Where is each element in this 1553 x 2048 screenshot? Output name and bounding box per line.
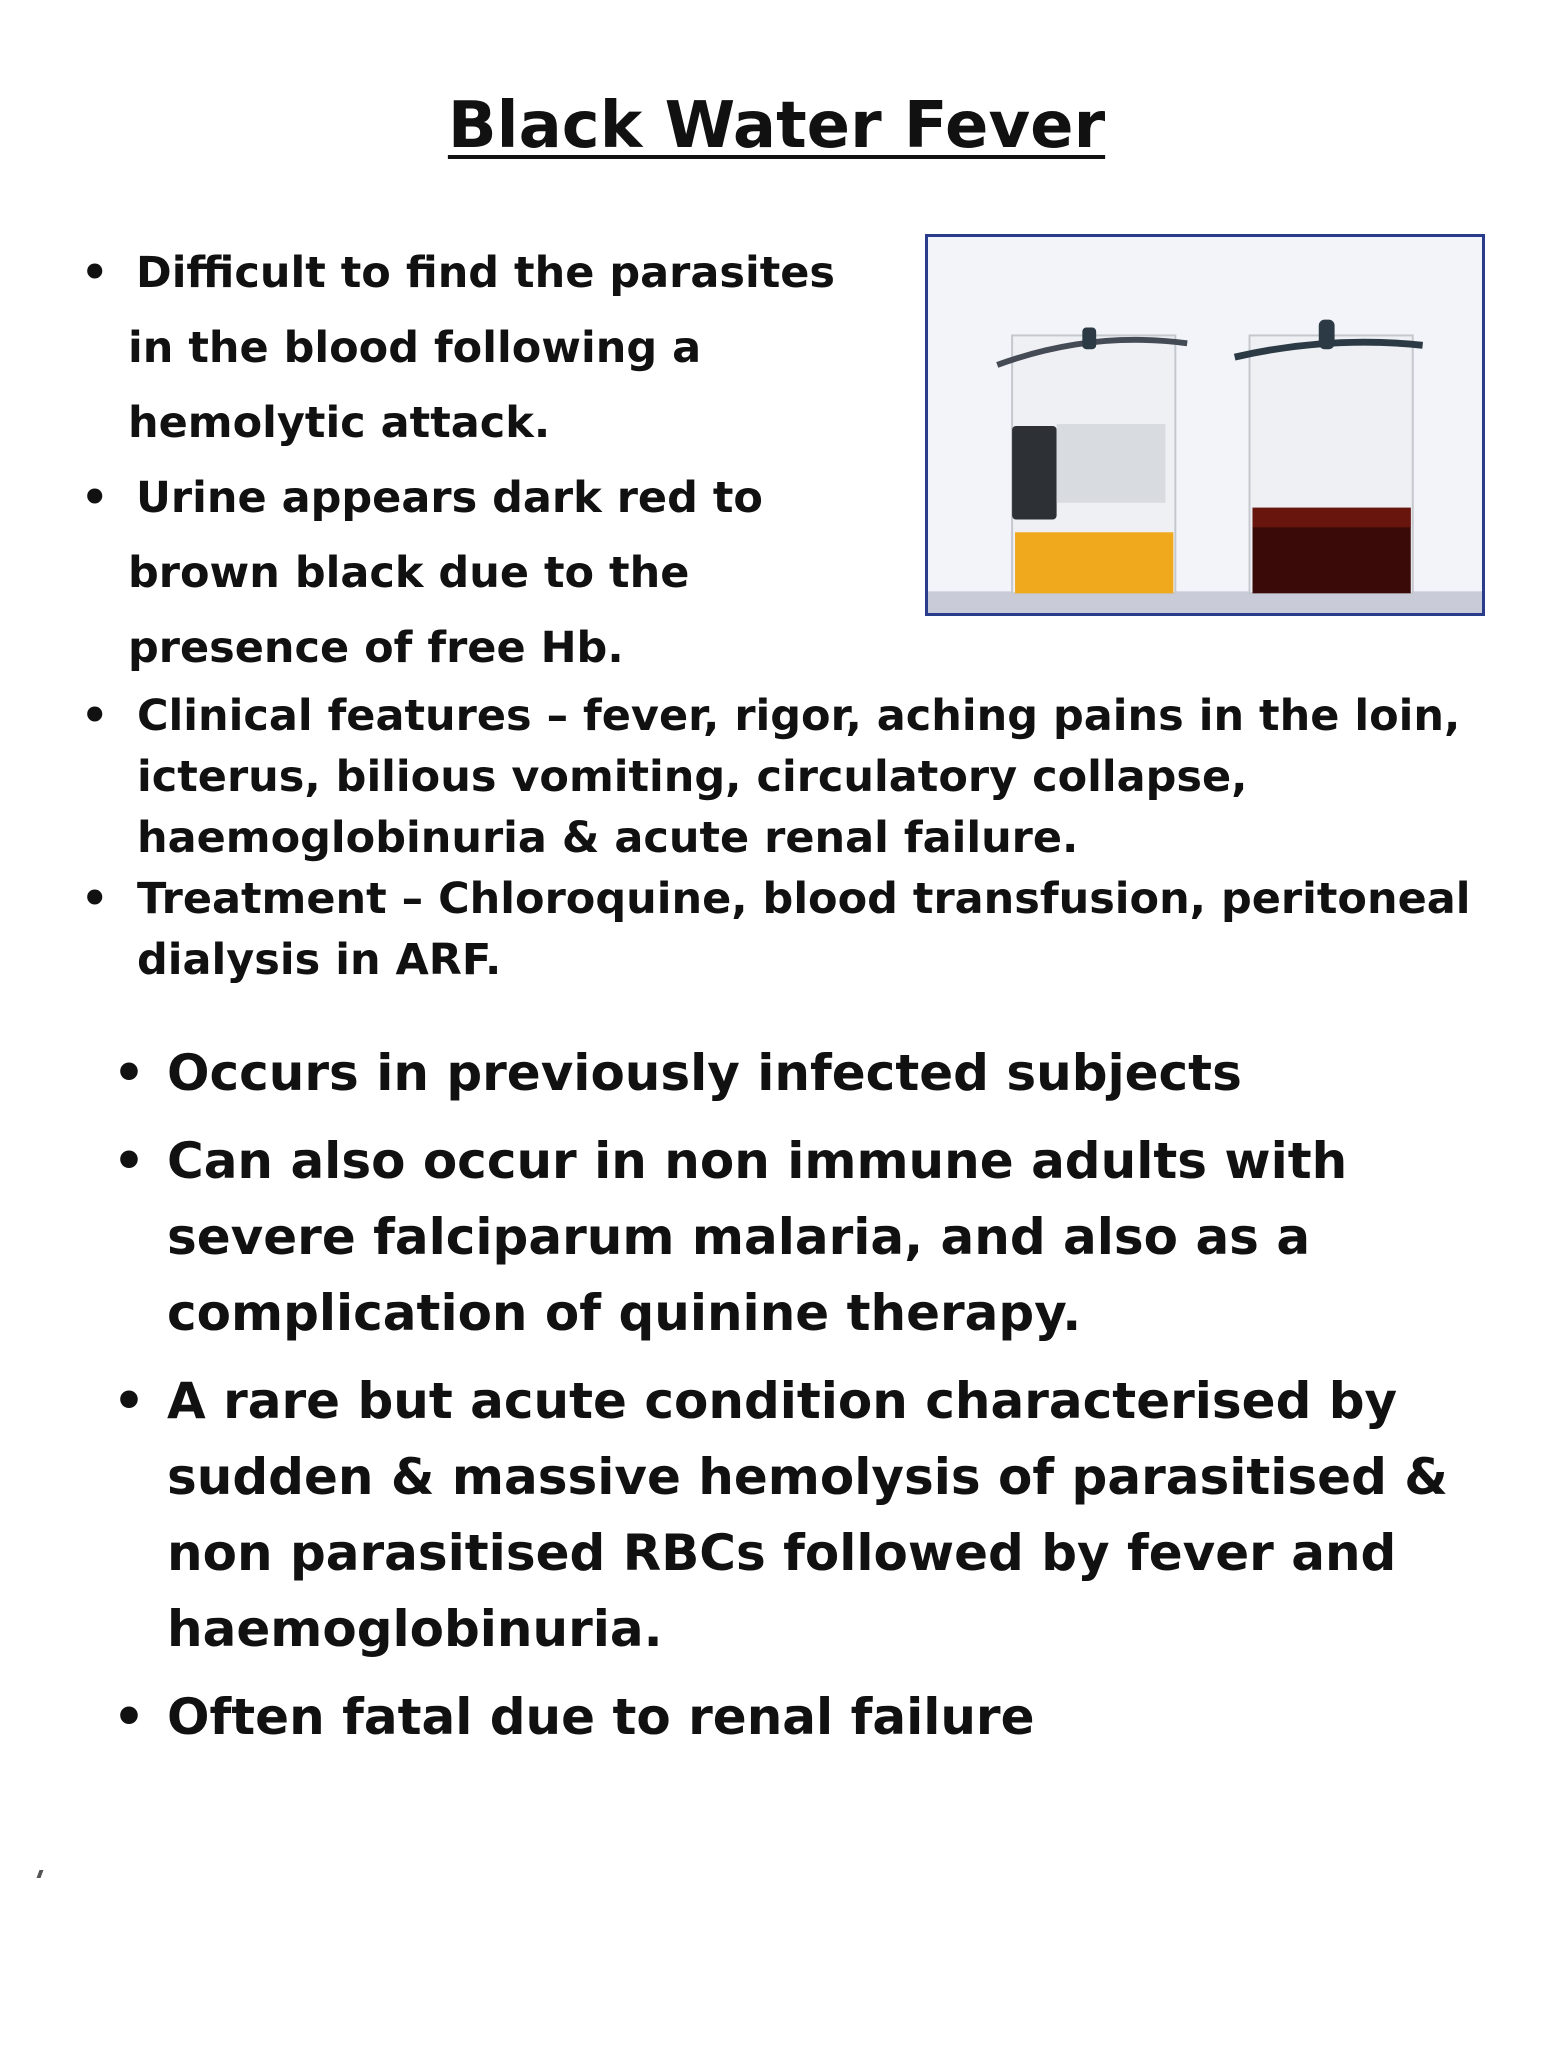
urine-samples-photo-icon (928, 237, 1482, 613)
stray-mark (37, 1870, 44, 1878)
list-item-text: Treatment – Chloroquine, blood transfusion, peritoneal dialysis in ARF. (137, 874, 1471, 985)
list-item (105, 1363, 1525, 1667)
list-item (75, 236, 845, 461)
list-item (75, 869, 1505, 991)
list-item-text: Urine appears dark red to brown black due to the presence of free Hb. (128, 473, 763, 673)
bullet-icon: • (81, 248, 109, 298)
list-item (105, 1679, 1525, 1755)
list-item-text: Often fatal due to renal failure (167, 1688, 1035, 1746)
list-item-text: A rare but acute condition characterised by sudden & massive hemolysis of parasitised & non parasitised RBCs followed by fever and haemoglobinuria. (167, 1372, 1448, 1658)
bullet-icon: • (81, 874, 109, 924)
urine-samples-photo (925, 234, 1485, 616)
bullet-icon: • (113, 1372, 145, 1430)
bullet-list-bottom (105, 1035, 1525, 1767)
list-item-text: Clinical features – fever, rigor, aching pains in the loin, icterus, bilious vomiting, circulatory collapse, haemoglobinuria & acute renal failure. (137, 691, 1461, 863)
bullet-icon: • (113, 1044, 145, 1102)
page-title: Black Water Fever (447, 89, 1106, 163)
bullet-icon: • (81, 473, 109, 523)
bullet-icon: • (113, 1688, 145, 1746)
list-item (105, 1035, 1525, 1111)
list-item-text: Occurs in previously infected subjects (167, 1044, 1242, 1102)
list-item (75, 686, 1505, 869)
bullet-icon: • (81, 691, 109, 741)
list-item-text: Can also occur in non immune adults with severe falciparum malaria, and also as a complication of quinine therapy. (167, 1132, 1348, 1342)
list-item-text: Difficult to find the parasites in the blood following a hemolytic attack. (128, 248, 836, 448)
list-item (105, 1123, 1525, 1351)
bullet-icon: • (113, 1132, 145, 1190)
list-item (75, 461, 845, 686)
